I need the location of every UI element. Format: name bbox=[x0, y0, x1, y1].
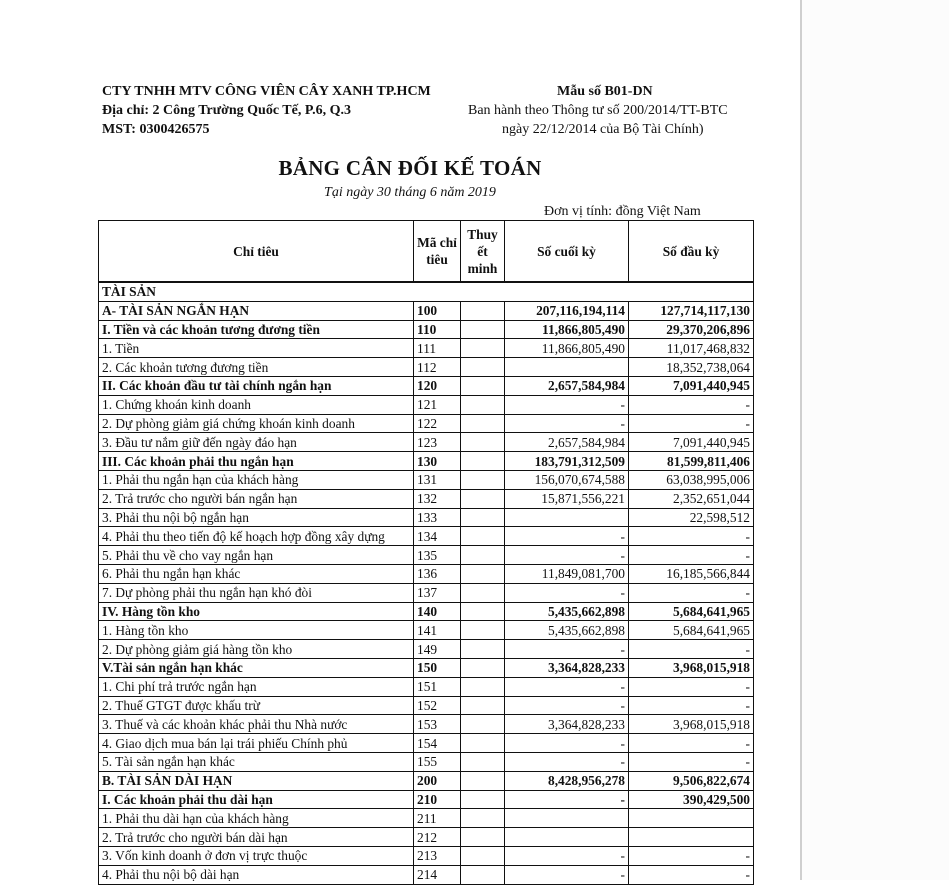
header-indicator: Chỉ tiêu bbox=[99, 221, 414, 283]
begin-balance-cell: 7,091,440,945 bbox=[629, 433, 754, 452]
begin-balance-cell: - bbox=[629, 546, 754, 565]
begin-balance-cell: 127,714,117,130 bbox=[629, 301, 754, 320]
end-balance-cell: - bbox=[505, 696, 629, 715]
note-cell bbox=[461, 470, 505, 489]
code-cell: 136 bbox=[414, 564, 461, 583]
end-balance-cell: - bbox=[505, 846, 629, 865]
table-row bbox=[99, 452, 754, 471]
table-row bbox=[99, 846, 754, 865]
indicator-cell: I. Các khoản phải thu dài hạn bbox=[99, 790, 414, 809]
note-cell bbox=[461, 358, 505, 377]
begin-balance-cell: 5,684,641,965 bbox=[629, 621, 754, 640]
code-cell: 112 bbox=[414, 358, 461, 377]
code-cell: 153 bbox=[414, 715, 461, 734]
begin-balance-cell: - bbox=[629, 414, 754, 433]
end-balance-cell: - bbox=[505, 583, 629, 602]
page-edge bbox=[800, 0, 802, 880]
begin-balance-cell: 9,506,822,674 bbox=[629, 771, 754, 790]
code-cell: 154 bbox=[414, 734, 461, 753]
header-note: Thuy ết minh bbox=[461, 221, 505, 283]
header-code: Mã chỉ tiêu bbox=[414, 221, 461, 283]
code-cell: 131 bbox=[414, 470, 461, 489]
table-row bbox=[99, 715, 754, 734]
note-cell bbox=[461, 640, 505, 659]
begin-balance-cell: 22,598,512 bbox=[629, 508, 754, 527]
note-cell bbox=[461, 395, 505, 414]
form-code: Mẫu số B01-DN bbox=[557, 84, 653, 99]
code-cell: 141 bbox=[414, 621, 461, 640]
end-balance-cell: 11,866,805,490 bbox=[505, 320, 629, 339]
indicator-cell: III. Các khoản phải thu ngắn hạn bbox=[99, 452, 414, 471]
end-balance-cell: - bbox=[505, 395, 629, 414]
table-row bbox=[99, 358, 754, 377]
indicator-cell: 2. Dự phòng giảm giá chứng khoán kinh doanh bbox=[99, 414, 414, 433]
indicator-cell: IV. Hàng tồn kho bbox=[99, 602, 414, 621]
begin-balance-cell: 81,599,811,406 bbox=[629, 452, 754, 471]
code-cell: 121 bbox=[414, 395, 461, 414]
begin-balance-cell: - bbox=[629, 734, 754, 753]
begin-balance-cell: 11,017,468,832 bbox=[629, 339, 754, 358]
code-cell: 213 bbox=[414, 846, 461, 865]
table-row bbox=[99, 640, 754, 659]
note-cell bbox=[461, 433, 505, 452]
begin-balance-cell: 63,038,995,006 bbox=[629, 470, 754, 489]
table-row bbox=[99, 602, 754, 621]
table-row bbox=[99, 320, 754, 339]
end-balance-cell: 5,435,662,898 bbox=[505, 602, 629, 621]
company-name: CTY TNHH MTV CÔNG VIÊN CÂY XANH TP.HCM bbox=[102, 84, 431, 99]
begin-balance-cell: 390,429,500 bbox=[629, 790, 754, 809]
end-balance-cell: - bbox=[505, 752, 629, 771]
note-cell bbox=[461, 414, 505, 433]
note-cell bbox=[461, 771, 505, 790]
code-cell: 200 bbox=[414, 771, 461, 790]
code-cell: 211 bbox=[414, 809, 461, 828]
note-cell bbox=[461, 489, 505, 508]
section-row bbox=[99, 282, 754, 301]
table-row bbox=[99, 489, 754, 508]
table-row bbox=[99, 564, 754, 583]
table-row bbox=[99, 433, 754, 452]
note-cell bbox=[461, 301, 505, 320]
table-row bbox=[99, 583, 754, 602]
note-cell bbox=[461, 828, 505, 847]
code-cell: 123 bbox=[414, 433, 461, 452]
end-balance-cell: 11,849,081,700 bbox=[505, 564, 629, 583]
end-balance-cell: 2,657,584,984 bbox=[505, 376, 629, 395]
indicator-cell: 1. Chi phí trả trước ngắn hạn bbox=[99, 677, 414, 696]
end-balance-cell: 3,364,828,233 bbox=[505, 715, 629, 734]
note-cell bbox=[461, 734, 505, 753]
table-row bbox=[99, 677, 754, 696]
code-cell: 134 bbox=[414, 527, 461, 546]
end-balance-cell: 11,866,805,490 bbox=[505, 339, 629, 358]
note-cell bbox=[461, 790, 505, 809]
note-cell bbox=[461, 809, 505, 828]
note-cell bbox=[461, 452, 505, 471]
code-cell: 137 bbox=[414, 583, 461, 602]
code-cell: 132 bbox=[414, 489, 461, 508]
page-margin bbox=[802, 0, 949, 880]
begin-balance-cell: 5,684,641,965 bbox=[629, 602, 754, 621]
note-cell bbox=[461, 583, 505, 602]
note-cell bbox=[461, 715, 505, 734]
note-cell bbox=[461, 621, 505, 640]
end-balance-cell: 3,364,828,233 bbox=[505, 658, 629, 677]
note-cell bbox=[461, 320, 505, 339]
begin-balance-cell: - bbox=[629, 846, 754, 865]
end-balance-cell bbox=[505, 809, 629, 828]
company-tax-code: MST: 0300426575 bbox=[102, 122, 210, 137]
begin-balance-cell: - bbox=[629, 640, 754, 659]
end-balance-cell: - bbox=[505, 414, 629, 433]
note-cell bbox=[461, 602, 505, 621]
header-end-balance: Số cuối kỳ bbox=[505, 221, 629, 283]
note-cell bbox=[461, 658, 505, 677]
code-cell: 150 bbox=[414, 658, 461, 677]
form-issued-line1: Ban hành theo Thông tư số 200/2014/TT-BTC bbox=[468, 103, 728, 118]
table-header-row bbox=[99, 221, 754, 283]
header-begin-balance: Số đầu kỳ bbox=[629, 221, 754, 283]
end-balance-cell: 207,116,194,114 bbox=[505, 301, 629, 320]
indicator-cell: 2. Thuế GTGT được khấu trừ bbox=[99, 696, 414, 715]
code-cell: 135 bbox=[414, 546, 461, 565]
code-cell: 155 bbox=[414, 752, 461, 771]
end-balance-cell: - bbox=[505, 546, 629, 565]
end-balance-cell: 15,871,556,221 bbox=[505, 489, 629, 508]
table-row bbox=[99, 790, 754, 809]
table-row bbox=[99, 828, 754, 847]
indicator-cell: I. Tiền và các khoản tương đương tiền bbox=[99, 320, 414, 339]
begin-balance-cell: - bbox=[629, 677, 754, 696]
note-cell bbox=[461, 752, 505, 771]
table-row bbox=[99, 752, 754, 771]
form-issued-line2: ngày 22/12/2014 của Bộ Tài Chính) bbox=[502, 122, 704, 137]
end-balance-cell: 156,070,674,588 bbox=[505, 470, 629, 489]
end-balance-cell: - bbox=[505, 790, 629, 809]
table-row bbox=[99, 395, 754, 414]
code-cell: 210 bbox=[414, 790, 461, 809]
table-row bbox=[99, 527, 754, 546]
begin-balance-cell: - bbox=[629, 696, 754, 715]
table-row bbox=[99, 696, 754, 715]
table-row bbox=[99, 621, 754, 640]
code-cell: 212 bbox=[414, 828, 461, 847]
end-balance-cell: - bbox=[505, 734, 629, 753]
code-cell: 111 bbox=[414, 339, 461, 358]
end-balance-cell: 5,435,662,898 bbox=[505, 621, 629, 640]
indicator-cell: 3. Thuế và các khoản khác phải thu Nhà nước bbox=[99, 715, 414, 734]
indicator-cell: 6. Phải thu ngắn hạn khác bbox=[99, 564, 414, 583]
indicator-cell: 4. Phải thu theo tiến độ kế hoạch hợp đồng xây dựng bbox=[99, 527, 414, 546]
indicator-cell: 3. Đầu tư nắm giữ đến ngày đáo hạn bbox=[99, 433, 414, 452]
note-cell bbox=[461, 677, 505, 696]
note-cell bbox=[461, 696, 505, 715]
table-row bbox=[99, 658, 754, 677]
document-title: BẢNG CÂN ĐỐI KẾ TOÁN bbox=[278, 156, 542, 180]
section-label: TÀI SẢN bbox=[99, 282, 754, 301]
begin-balance-cell: 29,370,206,896 bbox=[629, 320, 754, 339]
code-cell: 152 bbox=[414, 696, 461, 715]
table-row bbox=[99, 809, 754, 828]
table-row bbox=[99, 508, 754, 527]
code-cell: 130 bbox=[414, 452, 461, 471]
begin-balance-cell: 7,091,440,945 bbox=[629, 376, 754, 395]
note-cell bbox=[461, 376, 505, 395]
indicator-cell: 3. Phải thu nội bộ ngắn hạn bbox=[99, 508, 414, 527]
begin-balance-cell: 3,968,015,918 bbox=[629, 658, 754, 677]
code-cell: 122 bbox=[414, 414, 461, 433]
begin-balance-cell: 3,968,015,918 bbox=[629, 715, 754, 734]
indicator-cell: 2. Dự phòng giảm giá hàng tồn kho bbox=[99, 640, 414, 659]
document-subtitle: Tại ngày 30 tháng 6 năm 2019 bbox=[324, 185, 496, 200]
end-balance-cell bbox=[505, 358, 629, 377]
table-row bbox=[99, 771, 754, 790]
begin-balance-cell: 18,352,738,064 bbox=[629, 358, 754, 377]
code-cell: 140 bbox=[414, 602, 461, 621]
end-balance-cell: 8,428,956,278 bbox=[505, 771, 629, 790]
end-balance-cell bbox=[505, 828, 629, 847]
end-balance-cell: - bbox=[505, 865, 629, 884]
indicator-cell: B. TÀI SẢN DÀI HẠN bbox=[99, 771, 414, 790]
begin-balance-cell: - bbox=[629, 752, 754, 771]
note-cell bbox=[461, 527, 505, 546]
indicator-cell: 2. Trả trước cho người bán dài hạn bbox=[99, 828, 414, 847]
indicator-cell: 3. Vốn kinh doanh ở đơn vị trực thuộc bbox=[99, 846, 414, 865]
table-row bbox=[99, 301, 754, 320]
indicator-cell: 1. Chứng khoán kinh doanh bbox=[99, 395, 414, 414]
note-cell bbox=[461, 508, 505, 527]
code-cell: 110 bbox=[414, 320, 461, 339]
table-row bbox=[99, 339, 754, 358]
note-cell bbox=[461, 865, 505, 884]
indicator-cell: 1. Phải thu dài hạn của khách hàng bbox=[99, 809, 414, 828]
begin-balance-cell: - bbox=[629, 395, 754, 414]
end-balance-cell: - bbox=[505, 640, 629, 659]
begin-balance-cell: 2,352,651,044 bbox=[629, 489, 754, 508]
end-balance-cell bbox=[505, 508, 629, 527]
indicator-cell: 1. Tiền bbox=[99, 339, 414, 358]
note-cell bbox=[461, 846, 505, 865]
begin-balance-cell bbox=[629, 828, 754, 847]
note-cell bbox=[461, 564, 505, 583]
table-row bbox=[99, 376, 754, 395]
begin-balance-cell bbox=[629, 809, 754, 828]
table-row bbox=[99, 470, 754, 489]
begin-balance-cell: - bbox=[629, 865, 754, 884]
balance-sheet-table bbox=[98, 220, 754, 885]
end-balance-cell: 183,791,312,509 bbox=[505, 452, 629, 471]
note-cell bbox=[461, 546, 505, 565]
currency-unit: Đơn vị tính: đồng Việt Nam bbox=[544, 204, 701, 219]
code-cell: 133 bbox=[414, 508, 461, 527]
indicator-cell: 1. Phải thu ngắn hạn của khách hàng bbox=[99, 470, 414, 489]
indicator-cell: 5. Phải thu về cho vay ngắn hạn bbox=[99, 546, 414, 565]
table-row bbox=[99, 546, 754, 565]
indicator-cell: 1. Hàng tồn kho bbox=[99, 621, 414, 640]
end-balance-cell: - bbox=[505, 677, 629, 696]
indicator-cell: 2. Trả trước cho người bán ngắn hạn bbox=[99, 489, 414, 508]
indicator-cell: 5. Tài sản ngắn hạn khác bbox=[99, 752, 414, 771]
indicator-cell: V.Tài sản ngắn hạn khác bbox=[99, 658, 414, 677]
indicator-cell: A- TÀI SẢN NGẮN HẠN bbox=[99, 301, 414, 320]
code-cell: 151 bbox=[414, 677, 461, 696]
note-cell bbox=[461, 339, 505, 358]
code-cell: 214 bbox=[414, 865, 461, 884]
end-balance-cell: - bbox=[505, 527, 629, 546]
indicator-cell: 7. Dự phòng phải thu ngắn hạn khó đòi bbox=[99, 583, 414, 602]
code-cell: 100 bbox=[414, 301, 461, 320]
code-cell: 120 bbox=[414, 376, 461, 395]
indicator-cell: 2. Các khoản tương đương tiền bbox=[99, 358, 414, 377]
begin-balance-cell: - bbox=[629, 583, 754, 602]
end-balance-cell: 2,657,584,984 bbox=[505, 433, 629, 452]
table-row bbox=[99, 414, 754, 433]
indicator-cell: II. Các khoản đầu tư tài chính ngắn hạn bbox=[99, 376, 414, 395]
indicator-cell: 4. Phải thu nội bộ dài hạn bbox=[99, 865, 414, 884]
code-cell: 149 bbox=[414, 640, 461, 659]
begin-balance-cell: - bbox=[629, 527, 754, 546]
begin-balance-cell: 16,185,566,844 bbox=[629, 564, 754, 583]
indicator-cell: 4. Giao dịch mua bán lại trái phiếu Chính phủ bbox=[99, 734, 414, 753]
company-address: Địa chỉ: 2 Công Trường Quốc Tế, P.6, Q.3 bbox=[102, 103, 351, 118]
table-row bbox=[99, 865, 754, 884]
table-row bbox=[99, 734, 754, 753]
